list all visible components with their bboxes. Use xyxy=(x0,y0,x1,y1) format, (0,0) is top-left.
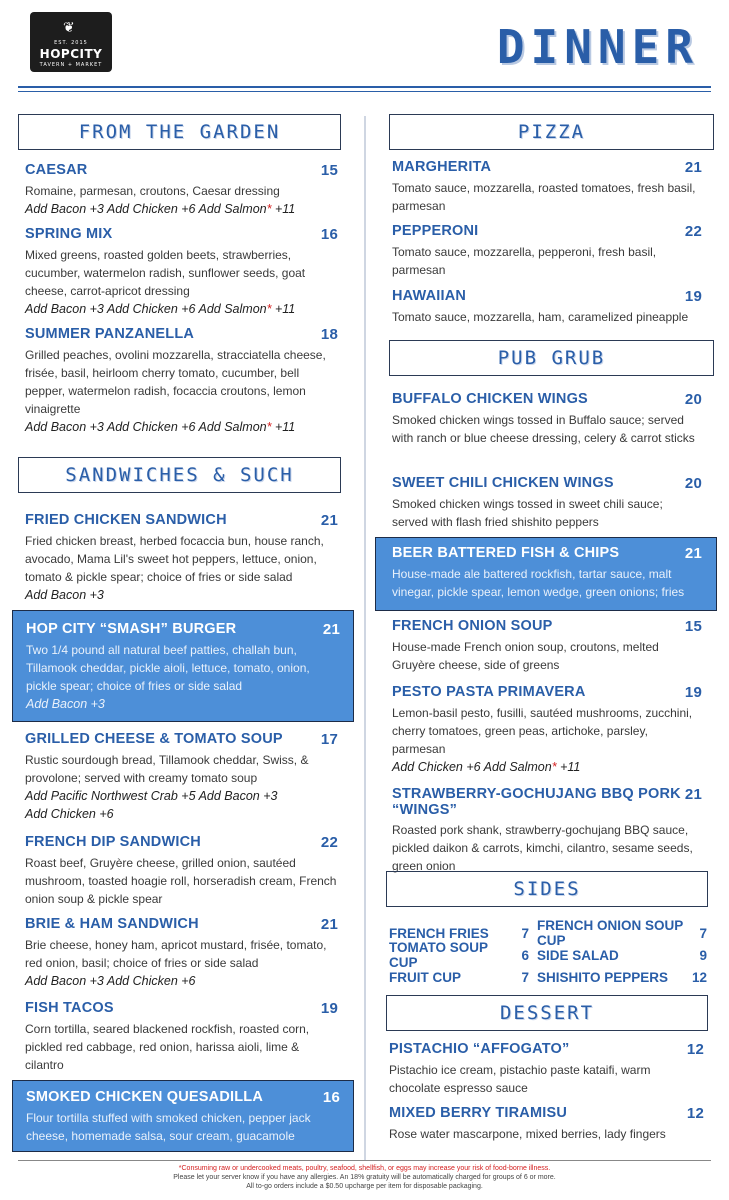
side-price: 7 xyxy=(521,925,529,941)
item-price: 22 xyxy=(684,223,702,240)
side-price: 6 xyxy=(521,947,529,963)
menu-item xyxy=(25,834,338,908)
menu-item xyxy=(25,1000,338,1074)
item-name: GRILLED CHEESE & TOMATO SOUP xyxy=(25,731,283,747)
item-name: SWEET CHILI CHICKEN WINGS xyxy=(392,475,614,491)
item-desc: Smoked chicken wings tossed in sweet chili sauce; served with flash fried shishito peppers xyxy=(392,497,663,529)
item-price: 12 xyxy=(686,1041,704,1058)
menu-item xyxy=(389,1041,704,1097)
item-price: 21 xyxy=(322,621,340,638)
item-name: PISTACHIO “AFFOGATO” xyxy=(389,1041,570,1057)
side-name: FRENCH ONION SOUP CUP xyxy=(537,918,684,948)
item-addon: Add Chicken +6 xyxy=(25,807,114,821)
menu-item xyxy=(392,159,702,215)
item-desc: Pistachio ice cream, pistachio paste kataifi, warm chocolate espresso sauce xyxy=(389,1063,651,1095)
side-name: TOMATO SOUP CUP xyxy=(389,940,488,970)
column-divider xyxy=(364,116,366,1161)
section-from-the-garden: FROM THE GARDEN xyxy=(18,114,341,150)
item-price: 20 xyxy=(684,475,702,492)
side-price: 7 xyxy=(521,969,529,985)
menu-item xyxy=(392,684,702,776)
section-pizza: PIZZA xyxy=(389,114,714,150)
menu-item xyxy=(389,1105,704,1143)
item-desc: Grilled peaches, ovolini mozzarella, stracciatella cheese, frisée, basil, heirloom cherry tomato, cucumber, bell pepper, watermelon radish, focaccia croutons, lemon vinaigrette xyxy=(25,348,326,416)
item-addon: Add Bacon +3 Add Chicken +6 xyxy=(25,974,196,988)
logo-name: HOPCITY xyxy=(39,47,103,61)
side-name: FRUIT CUP xyxy=(389,969,461,985)
item-name: STRAWBERRY-GOCHUJANG BBQ PORK “WINGS” xyxy=(392,786,681,818)
item-name: BUFFALO CHICKEN WINGS xyxy=(392,391,588,407)
item-desc: Tomato sauce, mozzarella, roasted tomatoes, fresh basil, parmesan xyxy=(392,181,696,213)
item-desc: Lemon-basil pesto, fusilli, sautéed mushrooms, zucchini, cherry tomatoes, green peas, artichoke, parsley, parmesan xyxy=(392,706,693,756)
sides-row xyxy=(389,966,707,988)
item-price: 21 xyxy=(320,512,338,529)
featured-menu-item xyxy=(375,537,717,611)
header-rule xyxy=(18,86,711,88)
item-addon: Add Bacon +3 xyxy=(26,697,105,711)
item-addon: Add Pacific Northwest Crab +5 Add Bacon +3 xyxy=(25,789,278,803)
item-name: FRENCH ONION SOUP xyxy=(392,618,553,634)
section-pub-grub: PUB GRUB xyxy=(389,340,714,376)
item-addon: Add Bacon +3 xyxy=(25,588,104,602)
logo-sub: TAVERN + MARKET xyxy=(39,62,103,68)
menu-item xyxy=(392,475,702,531)
item-desc: Mixed greens, roasted golden beets, strawberries, cucumber, watermelon radish, sunflower seeds, goat cheese, carrot-apricot dressing xyxy=(25,248,306,298)
item-name: HOP CITY “SMASH” BURGER xyxy=(26,621,237,637)
item-price: 22 xyxy=(320,834,338,851)
item-price: 15 xyxy=(684,618,702,635)
sides-list xyxy=(389,918,707,988)
item-desc: Fried chicken breast, herbed focaccia bun, house ranch, avocado, Mama Lil's sweet hot peppers, lettuce, onion, tomato & pickle spear; choice of fries or side salad xyxy=(25,534,324,584)
featured-menu-item xyxy=(12,610,354,722)
item-price: 19 xyxy=(684,288,702,305)
side-name: SHISHITO PEPPERS xyxy=(537,969,669,985)
item-desc: Two 1/4 pound all natural beef patties, challah bun, Tillamook cheddar, pickle aioli, lettuce, tomato, onion, pickle spear; choice of fries or side salad xyxy=(26,643,310,693)
item-price: 12 xyxy=(686,1105,704,1122)
item-price: 15 xyxy=(320,162,338,179)
item-desc: House-made ale battered rockfish, tartar sauce, malt vinegar, pickle spear, lemon wedge, green onions; fries xyxy=(392,567,685,599)
side-price: 12 xyxy=(691,969,707,985)
item-desc: Tomato sauce, mozzarella, pepperoni, fresh basil, parmesan xyxy=(392,245,657,277)
item-name: PESTO PASTA PRIMAVERA xyxy=(392,684,586,700)
hop-leaf-icon: ❦ xyxy=(63,20,75,36)
item-price: 18 xyxy=(320,326,338,343)
item-desc: Roast beef, Gruyère cheese, grilled onion, sautéed mushroom, toasted hoagie roll, horseradish cream, French onion soup & pickle spear xyxy=(25,856,337,906)
menu-item xyxy=(25,326,338,436)
item-addon: Add Bacon +3 Add Chicken +6 Add Salmon* +11 xyxy=(25,202,296,216)
menu-item xyxy=(25,731,338,823)
side-price: 9 xyxy=(699,947,707,963)
item-name: BRIE & HAM SANDWICH xyxy=(25,916,199,932)
item-desc: Corn tortilla, seared blackened rockfish, roasted corn, pickled red cabbage, red onion, harissa aioli, lime & cilantro xyxy=(25,1022,310,1072)
item-name: FISH TACOS xyxy=(25,1000,114,1016)
sides-row xyxy=(389,940,707,970)
allergy-note: Please let your server know if you have any allergies. An 18% gratuity will be automatically charged for groups of 6 or more. xyxy=(173,1174,556,1181)
item-desc: House-made French onion soup, croutons, melted Gruyère cheese, side of greens xyxy=(392,640,659,672)
item-name: SUMMER PANZANELLA xyxy=(25,326,195,342)
section-sides: SIDES xyxy=(386,871,708,907)
item-name: BEER BATTERED FISH & CHIPS xyxy=(392,545,620,561)
menu-item xyxy=(392,786,702,875)
item-name: HAWAIIAN xyxy=(392,288,467,304)
item-name: MARGHERITA xyxy=(392,159,492,175)
item-price: 20 xyxy=(684,391,702,408)
to-go-note: All to-go orders include a $0.50 upcharge per item for disposable packaging. xyxy=(246,1183,483,1190)
item-desc: Roasted pork shank, strawberry-gochujang BBQ sauce, pickled daikon & carrots, kimchi, cilantro, sesame seeds, green onion xyxy=(392,823,693,873)
item-desc: Brie cheese, honey ham, apricot mustard, frisée, tomato, red onion, basil; choice of fries or side salad xyxy=(25,938,327,970)
item-name: FRENCH DIP SANDWICH xyxy=(25,834,201,850)
item-name: SMOKED CHICKEN QUESADILLA xyxy=(26,1089,264,1105)
item-price: 21 xyxy=(684,545,702,562)
item-desc: Romaine, parmesan, croutons, Caesar dressing xyxy=(25,184,280,198)
item-desc: Flour tortilla stuffed with smoked chicken, pepper jack cheese, homemade salsa, sour cream, guacamole xyxy=(26,1111,311,1143)
footer-notes xyxy=(0,1164,729,1191)
item-desc: Rose water mascarpone, mixed berries, lady fingers xyxy=(389,1127,666,1141)
item-addon: Add Bacon +3 Add Chicken +6 Add Salmon* +11 xyxy=(25,302,296,316)
menu-item xyxy=(25,162,338,218)
item-price: 16 xyxy=(320,226,338,243)
item-desc: Rustic sourdough bread, Tillamook cheddar, Swiss, & provolone; served with creamy tomato soup xyxy=(25,753,309,785)
item-price: 16 xyxy=(322,1089,340,1106)
logo xyxy=(30,12,112,72)
page-title: DINNER xyxy=(496,20,699,74)
item-price: 19 xyxy=(684,684,702,701)
item-price: 17 xyxy=(320,731,338,748)
side-name: SIDE SALAD xyxy=(537,947,619,963)
menu-item xyxy=(392,391,702,447)
featured-menu-item xyxy=(12,1080,354,1152)
item-addon: Add Chicken +6 Add Salmon* +11 xyxy=(392,760,581,774)
item-price: 19 xyxy=(320,1000,338,1017)
item-name: MIXED BERRY TIRAMISU xyxy=(389,1105,568,1121)
footer-rule xyxy=(18,1160,711,1161)
header-rule-thin xyxy=(18,91,711,92)
side-price: 7 xyxy=(699,925,707,941)
menu-item xyxy=(25,916,338,990)
item-desc: Tomato sauce, mozzarella, ham, caramelized pineapple xyxy=(392,310,689,324)
side-name: FRENCH FRIES xyxy=(389,925,489,941)
menu-item xyxy=(392,223,702,279)
item-name: SPRING MIX xyxy=(25,226,113,242)
item-price: 21 xyxy=(684,159,702,176)
menu-item xyxy=(392,618,702,674)
item-name: FRIED CHICKEN SANDWICH xyxy=(25,512,227,528)
section-dessert: DESSERT xyxy=(386,995,708,1031)
logo-est: EST. 2015 xyxy=(54,40,88,46)
item-addon: Add Bacon +3 Add Chicken +6 Add Salmon* +11 xyxy=(25,420,296,434)
item-name: PEPPERONI xyxy=(392,223,479,239)
item-price: 21 xyxy=(684,786,702,803)
menu-item xyxy=(25,226,338,318)
item-name: CAESAR xyxy=(25,162,88,178)
item-price: 21 xyxy=(320,916,338,933)
raw-food-warning: *Consuming raw or undercooked meats, poultry, seafood, shellfish, or eggs may increase your risk of food-borne illness. xyxy=(178,1165,551,1172)
item-desc: Smoked chicken wings tossed in Buffalo sauce; served with ranch or blue cheese dressing, celery & carrot sticks xyxy=(392,413,695,445)
menu-item xyxy=(25,512,338,604)
section-sandwiches: SANDWICHES & SUCH xyxy=(18,457,341,493)
menu-item xyxy=(392,288,702,326)
